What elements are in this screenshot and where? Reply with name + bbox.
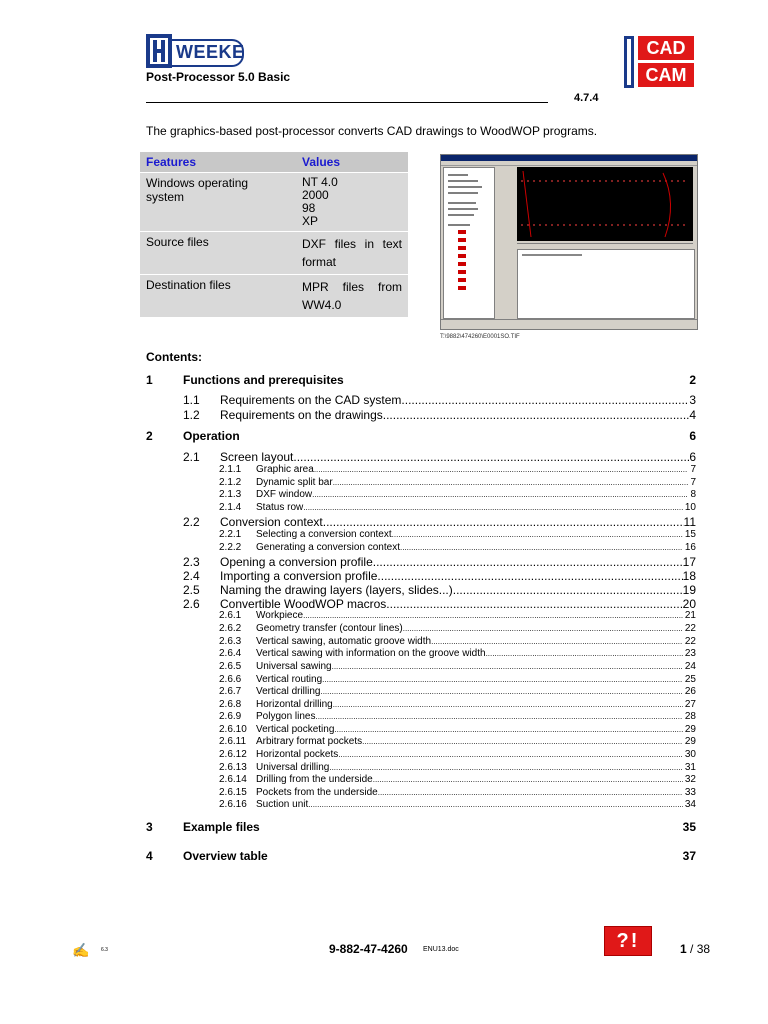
- screenshot-caption: T:\9882\474260\E0001SO.TIF: [440, 334, 520, 340]
- toc-subsection[interactable]: 2.6.13 Universal drilling ..... 31: [219, 762, 696, 773]
- table-row: [140, 232, 408, 275]
- toc-subsection[interactable]: 2.1.3 DXF window ..... 8: [219, 489, 696, 500]
- table-cell-values: NT 4.0 2000 98 XP: [296, 173, 408, 231]
- table-cell-values: MPR files from WW4.0: [296, 275, 408, 317]
- toc-section[interactable]: 2.1 Screen layout ..... 6: [183, 450, 696, 464]
- toc-subsection[interactable]: 2.1.4 Status row ..... 10: [219, 502, 696, 513]
- document-number: 9-882-47-4260: [329, 942, 408, 956]
- cadcam-logo: [624, 36, 696, 88]
- table-header-values: Values: [296, 152, 408, 172]
- toc-subsection[interactable]: 2.2.1 Selecting a conversion context ..... 15: [219, 529, 696, 540]
- table-cell-feature: Windows operating system: [140, 173, 296, 231]
- toc-subsection[interactable]: 2.6.10 Vertical pocketing ..... 29: [219, 724, 696, 735]
- intro-paragraph: The graphics-based post-processor converts CAD drawings to WoodWOP programs.: [146, 124, 598, 138]
- screenshot-dxf-window: [517, 249, 695, 319]
- toc-subsection[interactable]: 2.6.1 Workpiece ..... 21: [219, 610, 696, 621]
- toc-subsection[interactable]: 2.1.2 Dynamic split bar ..... 7: [219, 477, 696, 488]
- toc-section[interactable]: 1.2 Requirements on the drawings ..... 4: [183, 408, 696, 422]
- logo-h-mark: [146, 34, 172, 68]
- toc-subsection[interactable]: 2.6.6 Vertical routing ..... 25: [219, 674, 696, 685]
- section-number: 4.7.4: [574, 92, 599, 104]
- application-screenshot: [440, 154, 698, 330]
- table-header-features: Features: [140, 152, 296, 172]
- screenshot-drawing: [517, 167, 693, 241]
- toc-subsection[interactable]: 2.1.1 Graphic area ..... 7: [219, 464, 696, 475]
- screenshot-layer-tree: [443, 167, 495, 319]
- table-cell-feature: Source files: [140, 232, 296, 274]
- contents-heading: Contents:: [146, 350, 202, 364]
- toc-subsection[interactable]: 2.6.3 Vertical sawing, automatic groove width ..... 22: [219, 636, 696, 647]
- toc-subsection[interactable]: 2.6.14 Drilling from the underside ..... 32: [219, 774, 696, 785]
- toc-section[interactable]: 2.5 Naming the drawing layers (layers, slides...) ..... 19: [183, 583, 696, 597]
- version-number: 6.3: [101, 947, 108, 953]
- table-row: [140, 275, 408, 318]
- toc-subsection[interactable]: 2.6.15 Pockets from the underside ..... 33: [219, 787, 696, 798]
- toc-subsection[interactable]: 2.6.16 Suction unit ..... 34: [219, 799, 696, 810]
- header-rule: [146, 102, 548, 103]
- toc-section[interactable]: 2.2 Conversion context ..... 11: [183, 515, 696, 529]
- table-cell-feature: Destination files: [140, 275, 296, 317]
- toc-subsection[interactable]: 2.6.11 Arbitrary format pockets ..... 29: [219, 736, 696, 747]
- features-table: [140, 152, 408, 318]
- document-title: Post-Processor 5.0 Basic: [146, 70, 291, 84]
- cadcam-line2: CAM: [638, 63, 694, 87]
- cadcam-line1: CAD: [638, 36, 694, 60]
- page-indicator: 1 / 38: [680, 942, 711, 956]
- toc-section[interactable]: 2.4 Importing a conversion profile ..... 18: [183, 569, 696, 583]
- toc-subsection[interactable]: 2.6.4 Vertical sawing with information on the groove width ..... 23: [219, 648, 696, 659]
- table-header-row: [140, 152, 408, 173]
- screenshot-graphic-area: [517, 167, 693, 241]
- toc-subsection[interactable]: 2.6.5 Universal sawing ..... 24: [219, 661, 696, 672]
- pen-hand-icon: ✍: [72, 942, 90, 958]
- screenshot-status-row: [441, 319, 697, 328]
- toc-subsection[interactable]: 2.2.2 Generating a conversion context ..... 16: [219, 542, 696, 553]
- toc-section[interactable]: 2.6 Convertible WoodWOP macros ..... 20: [183, 597, 696, 611]
- table-row: [140, 173, 408, 232]
- toc-subsection[interactable]: 2.6.8 Horizontal drilling ..... 27: [219, 699, 696, 710]
- help-button[interactable]: ?!: [604, 926, 652, 956]
- table-cell-values: DXF files in text format: [296, 232, 408, 274]
- toc-subsection[interactable]: 2.6.7 Vertical drilling ..... 26: [219, 686, 696, 697]
- document-filename: ENU13.doc: [423, 946, 459, 953]
- toc-subsection[interactable]: 2.6.2 Geometry transfer (contour lines) ..... 22: [219, 623, 696, 634]
- toc-section[interactable]: 2.3 Opening a conversion profile ..... 17: [183, 555, 696, 569]
- weeke-logo: [146, 34, 245, 68]
- screenshot-menubar: [441, 161, 697, 166]
- toc-subsection[interactable]: 2.6.12 Horizontal pockets ..... 30: [219, 749, 696, 760]
- logo-text: WEEKE: [176, 42, 245, 62]
- toc-section[interactable]: 1.1 Requirements on the CAD system ..... 3: [183, 393, 696, 407]
- toc-subsection[interactable]: 2.6.9 Polygon lines ..... 28: [219, 711, 696, 722]
